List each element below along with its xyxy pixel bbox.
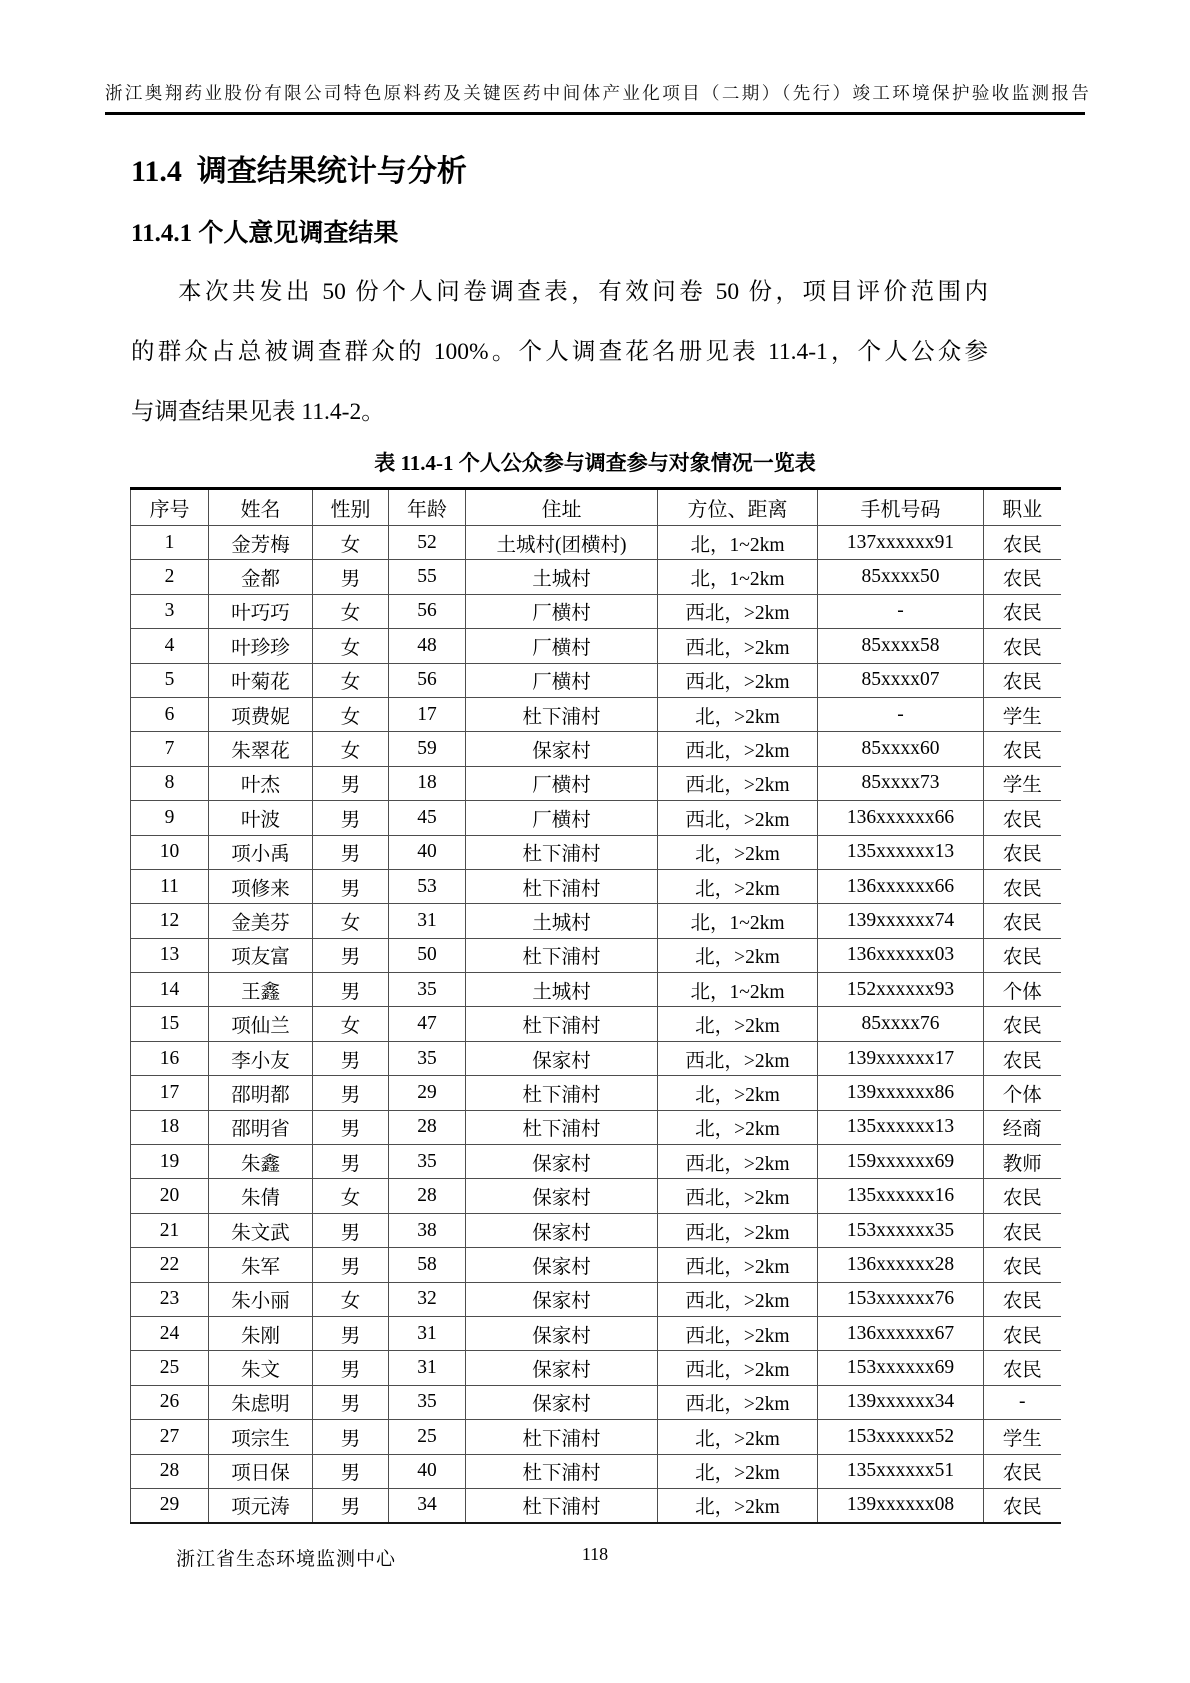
table-cell: 农民 [984,1488,1061,1522]
table-row [131,801,1061,835]
table-row [131,904,1061,938]
table-cell: 18 [389,766,466,800]
table-cell: 35 [389,1041,466,1075]
table-cell: 厂横村 [466,629,658,663]
table-cell: 85xxxx50 [818,560,984,594]
table-cell: 北，>2km [658,697,818,731]
table-cell: 邵明都 [209,1076,313,1110]
table-header-row [131,489,1061,526]
table-cell: 5 [131,663,209,697]
table-cell: 1 [131,526,209,560]
table-cell: 3 [131,594,209,628]
table-cell: 24 [131,1316,209,1350]
table-cell: 李小友 [209,1041,313,1075]
table-cell: 85xxxx58 [818,629,984,663]
table-cell: 40 [389,1454,466,1488]
table-cell: 金都 [209,560,313,594]
table-cell: 杜下浦村 [466,869,658,903]
table-cell: 项仙兰 [209,1007,313,1041]
table-cell: 项日保 [209,1454,313,1488]
table-cell: 项小禹 [209,835,313,869]
table-cell: 29 [389,1076,466,1110]
table-cell: 北，1~2km [658,973,818,1007]
table-cell: 朱军 [209,1248,313,1282]
table-cell: 28 [389,1110,466,1144]
table-cell: 17 [389,697,466,731]
table-cell: 28 [131,1454,209,1488]
table-cell: 农民 [984,835,1061,869]
table-row [131,663,1061,697]
table-cell: 保家村 [466,732,658,766]
table-row [131,1454,1061,1488]
column-header: 姓名 [209,489,313,526]
column-header: 序号 [131,489,209,526]
table-row [131,869,1061,903]
table-row [131,1076,1061,1110]
table-cell: 85xxxx76 [818,1007,984,1041]
table-row [131,1351,1061,1385]
table-cell: 50 [389,938,466,972]
table-row [131,629,1061,663]
table-cell: 叶波 [209,801,313,835]
subsection-heading: 11.4.1 个人意见调查结果 [131,220,399,247]
table-row [131,732,1061,766]
table-cell: 19 [131,1145,209,1179]
table-cell: - [818,697,984,731]
table-row [131,1110,1061,1144]
table-cell: 男 [313,1248,389,1282]
table-cell: 西北，>2km [658,732,818,766]
table-cell: 56 [389,663,466,697]
table-cell: 农民 [984,1213,1061,1247]
table-cell: 保家村 [466,1145,658,1179]
table-cell: 男 [313,1041,389,1075]
table-cell: 17 [131,1076,209,1110]
table-body [131,526,1061,1523]
table-cell: 金芳梅 [209,526,313,560]
table-cell: 20 [131,1179,209,1213]
table-cell: 55 [389,560,466,594]
table-cell: 朱文 [209,1351,313,1385]
table-cell: 杜下浦村 [466,697,658,731]
table-cell: 西北，>2km [658,1248,818,1282]
table-cell: 6 [131,697,209,731]
table-cell: 北，>2km [658,1454,818,1488]
table-cell: 31 [389,1316,466,1350]
table-cell: 杜下浦村 [466,1454,658,1488]
table-cell: 53 [389,869,466,903]
table-cell: 农民 [984,526,1061,560]
table-cell: 男 [313,1213,389,1247]
table-row [131,1420,1061,1454]
table-cell: 农民 [984,594,1061,628]
table-cell: 保家村 [466,1282,658,1316]
table-row [131,1385,1061,1419]
table-cell: 北，1~2km [658,904,818,938]
table-row [131,1213,1061,1247]
table-cell: 农民 [984,663,1061,697]
table-cell: 男 [313,1110,389,1144]
table-cell: 西北，>2km [658,1041,818,1075]
table-cell: 女 [313,663,389,697]
table-cell: 女 [313,594,389,628]
table-cell: 农民 [984,560,1061,594]
table-cell: 21 [131,1213,209,1247]
table-cell: 学生 [984,1420,1061,1454]
table-cell: 厂横村 [466,663,658,697]
table-cell: 教师 [984,1145,1061,1179]
table-cell: 135xxxxxx13 [818,1110,984,1144]
table-row [131,973,1061,1007]
column-header: 住址 [466,489,658,526]
paragraph-line: 与调查结果见表 11.4-2。 [131,399,385,425]
table-cell: 女 [313,1179,389,1213]
table-cell: 135xxxxxx51 [818,1454,984,1488]
table-cell: 45 [389,801,466,835]
table-cell: 85xxxx07 [818,663,984,697]
table-row [131,1282,1061,1316]
table-cell: 北，>2km [658,869,818,903]
table-cell: 西北，>2km [658,1351,818,1385]
table-row [131,1488,1061,1522]
table-row [131,1041,1061,1075]
table-cell: 王鑫 [209,973,313,1007]
table-cell: 农民 [984,629,1061,663]
table-cell: 北，>2km [658,1076,818,1110]
table-cell: 女 [313,1282,389,1316]
column-header: 职业 [984,489,1061,526]
table-cell: 56 [389,594,466,628]
table-cell: 2 [131,560,209,594]
table-cell: 杜下浦村 [466,1076,658,1110]
table-cell: 31 [389,904,466,938]
table-cell: 朱文武 [209,1213,313,1247]
table-cell: 北，>2km [658,1488,818,1522]
table-cell: 男 [313,973,389,1007]
table-cell: 朱虑明 [209,1385,313,1419]
table-cell: 学生 [984,697,1061,731]
table-cell: 15 [131,1007,209,1041]
table-cell: 32 [389,1282,466,1316]
table-cell: 北，>2km [658,1007,818,1041]
table-cell: 农民 [984,1007,1061,1041]
table-cell: 西北，>2km [658,766,818,800]
page-header-title: 浙江奥翔药业股份有限公司特色原料药及关键医药中间体产业化项目（二期）（先行）竣工环境保护验收监测报告 [105,83,1092,103]
table-cell: 保家村 [466,1213,658,1247]
table-row [131,594,1061,628]
table-cell: 农民 [984,1248,1061,1282]
survey-table [130,487,1061,1524]
table-cell: 项宗生 [209,1420,313,1454]
table-cell: 杜下浦村 [466,1110,658,1144]
table-cell: 女 [313,732,389,766]
table-cell: 农民 [984,801,1061,835]
table-cell: 35 [389,1385,466,1419]
table-cell: 25 [131,1351,209,1385]
table-cell: 北，>2km [658,835,818,869]
table-cell: 23 [131,1282,209,1316]
table-cell: 136xxxxxx66 [818,869,984,903]
table-cell: 西北，>2km [658,1282,818,1316]
table-cell: 朱小丽 [209,1282,313,1316]
table-cell: 9 [131,801,209,835]
table-cell: 26 [131,1385,209,1419]
table-cell: 邵明省 [209,1110,313,1144]
table-cell: 农民 [984,732,1061,766]
table-cell: 58 [389,1248,466,1282]
table-cell: 男 [313,1316,389,1350]
table-cell: 保家村 [466,1179,658,1213]
table-cell: 137xxxxxx91 [818,526,984,560]
table-cell: 11 [131,869,209,903]
table-cell: 项友富 [209,938,313,972]
table-cell: 男 [313,1385,389,1419]
table-cell: 农民 [984,869,1061,903]
table-cell: 保家村 [466,1316,658,1350]
table-cell: 135xxxxxx13 [818,835,984,869]
table-cell: 7 [131,732,209,766]
table-cell: 女 [313,697,389,731]
table-cell: 16 [131,1041,209,1075]
table-cell: 农民 [984,1179,1061,1213]
table-cell: 139xxxxxx34 [818,1385,984,1419]
table-cell: 学生 [984,766,1061,800]
table-cell: 48 [389,629,466,663]
table-cell: 金美芬 [209,904,313,938]
table-cell: 4 [131,629,209,663]
table-cell: 13 [131,938,209,972]
table-cell: 10 [131,835,209,869]
table-cell: 34 [389,1488,466,1522]
table-cell: 男 [313,1488,389,1522]
table-cell: 北，>2km [658,938,818,972]
table-cell: 35 [389,1145,466,1179]
table-cell: 153xxxxxx76 [818,1282,984,1316]
table-cell: 厂横村 [466,801,658,835]
table-cell: 农民 [984,1351,1061,1385]
table-row [131,526,1061,560]
table-cell: 18 [131,1110,209,1144]
table-row [131,938,1061,972]
table-cell: 139xxxxxx74 [818,904,984,938]
table-cell: 西北，>2km [658,801,818,835]
section-heading: 11.4 调查结果统计与分析 [131,155,467,188]
table-row [131,1316,1061,1350]
table-cell: 159xxxxxx69 [818,1145,984,1179]
column-header: 性别 [313,489,389,526]
table-cell: 139xxxxxx86 [818,1076,984,1110]
table-row [131,835,1061,869]
table-cell: 杜下浦村 [466,1420,658,1454]
table-row [131,697,1061,731]
table-cell: 男 [313,766,389,800]
table-cell: 136xxxxxx28 [818,1248,984,1282]
table-cell: 个体 [984,973,1061,1007]
table-cell: 北，1~2km [658,526,818,560]
table-cell: 女 [313,526,389,560]
table-cell: 土城村(团横村) [466,526,658,560]
table-cell: 男 [313,1076,389,1110]
table-cell: 男 [313,938,389,972]
table-cell: 22 [131,1248,209,1282]
table-cell: 136xxxxxx66 [818,801,984,835]
table-cell: 男 [313,560,389,594]
body-paragraph [131,262,988,442]
table-cell: 153xxxxxx52 [818,1420,984,1454]
table-cell: 男 [313,1454,389,1488]
paragraph-line: 本次共发出 50 份个人问卷调查表，有效问卷 50 份，项目评价范围内 [178,279,988,305]
table-cell: 朱倩 [209,1179,313,1213]
table-cell: 153xxxxxx35 [818,1213,984,1247]
table-cell: 叶巧巧 [209,594,313,628]
table-cell: 59 [389,732,466,766]
table-cell: - [984,1385,1061,1419]
table-cell: 保家村 [466,1248,658,1282]
table-cell: 31 [389,1351,466,1385]
table-cell: 农民 [984,1454,1061,1488]
table-cell: 男 [313,835,389,869]
table-cell: 杜下浦村 [466,938,658,972]
table-cell: 土城村 [466,560,658,594]
table-cell: 杜下浦村 [466,1007,658,1041]
table-cell: 项修来 [209,869,313,903]
table-cell: 27 [131,1420,209,1454]
table-cell: 25 [389,1420,466,1454]
table-cell: 个体 [984,1076,1061,1110]
table-cell: 保家村 [466,1041,658,1075]
table-cell: 保家村 [466,1351,658,1385]
header-divider [105,112,1085,115]
table-row [131,1248,1061,1282]
table-cell: 西北，>2km [658,1179,818,1213]
table-cell: 农民 [984,938,1061,972]
table-cell: 杜下浦村 [466,1488,658,1522]
table-cell: 28 [389,1179,466,1213]
table-cell: 北，1~2km [658,560,818,594]
table-cell: 男 [313,869,389,903]
table-cell: 男 [313,1420,389,1454]
table-cell: 14 [131,973,209,1007]
table-cell: 47 [389,1007,466,1041]
table-cell: 52 [389,526,466,560]
table-cell: 女 [313,629,389,663]
table-cell: 85xxxx73 [818,766,984,800]
table-cell: 北，>2km [658,1110,818,1144]
table-cell: 朱鑫 [209,1145,313,1179]
table-cell: 女 [313,1007,389,1041]
table-cell: 农民 [984,1041,1061,1075]
table-cell: 85xxxx60 [818,732,984,766]
table-cell: 135xxxxxx16 [818,1179,984,1213]
page-header [105,80,1092,105]
table-cell: 西北，>2km [658,594,818,628]
table-cell: 136xxxxxx67 [818,1316,984,1350]
table-cell: 保家村 [466,1385,658,1419]
table-cell: 8 [131,766,209,800]
table-row [131,560,1061,594]
table-cell: 女 [313,904,389,938]
table-cell: - [818,594,984,628]
table-cell: 土城村 [466,973,658,1007]
table-cell: 农民 [984,1316,1061,1350]
table-cell: 叶杰 [209,766,313,800]
paragraph-line: 的群众占总被调查群众的 100%。个人调查花名册见表 11.4-1，个人公众参 [131,339,988,365]
table-cell: 西北，>2km [658,1316,818,1350]
table-cell: 139xxxxxx08 [818,1488,984,1522]
table-cell: 朱翠花 [209,732,313,766]
table-cell: 西北，>2km [658,663,818,697]
table-cell: 男 [313,1351,389,1385]
table-cell: 男 [313,1145,389,1179]
table-cell: 12 [131,904,209,938]
table-cell: 叶菊花 [209,663,313,697]
table-cell: 土城村 [466,904,658,938]
column-header: 手机号码 [818,489,984,526]
table-cell: 29 [131,1488,209,1522]
table-cell: 朱刚 [209,1316,313,1350]
table-cell: 农民 [984,1282,1061,1316]
table-cell: 厂横村 [466,594,658,628]
table-cell: 35 [389,973,466,1007]
table-cell: 西北，>2km [658,1213,818,1247]
footer-organization: 浙江省生态环境监测中心 [176,1549,397,1570]
table-title: 表 11.4-1 个人公众参与调查参与对象情况一览表 [374,451,816,475]
table-cell: 项元涛 [209,1488,313,1522]
table-cell: 西北，>2km [658,629,818,663]
table-row [131,1145,1061,1179]
column-header: 方位、距离 [658,489,818,526]
column-header: 年龄 [389,489,466,526]
table-cell: 杜下浦村 [466,835,658,869]
table-cell: 北，>2km [658,1420,818,1454]
table-cell: 叶珍珍 [209,629,313,663]
table-cell: 项费妮 [209,697,313,731]
table-cell: 厂横村 [466,766,658,800]
table-row [131,1179,1061,1213]
table-cell: 农民 [984,904,1061,938]
table-cell: 40 [389,835,466,869]
table-row [131,1007,1061,1041]
table-row [131,766,1061,800]
table-cell: 经商 [984,1110,1061,1144]
table-cell: 38 [389,1213,466,1247]
table-cell: 男 [313,801,389,835]
table-cell: 西北，>2km [658,1145,818,1179]
table-cell: 139xxxxxx17 [818,1041,984,1075]
page-number: 118 [581,1544,609,1564]
table-cell: 西北，>2km [658,1385,818,1419]
table-cell: 136xxxxxx03 [818,938,984,972]
table-cell: 153xxxxxx69 [818,1351,984,1385]
table-cell: 152xxxxxx93 [818,973,984,1007]
